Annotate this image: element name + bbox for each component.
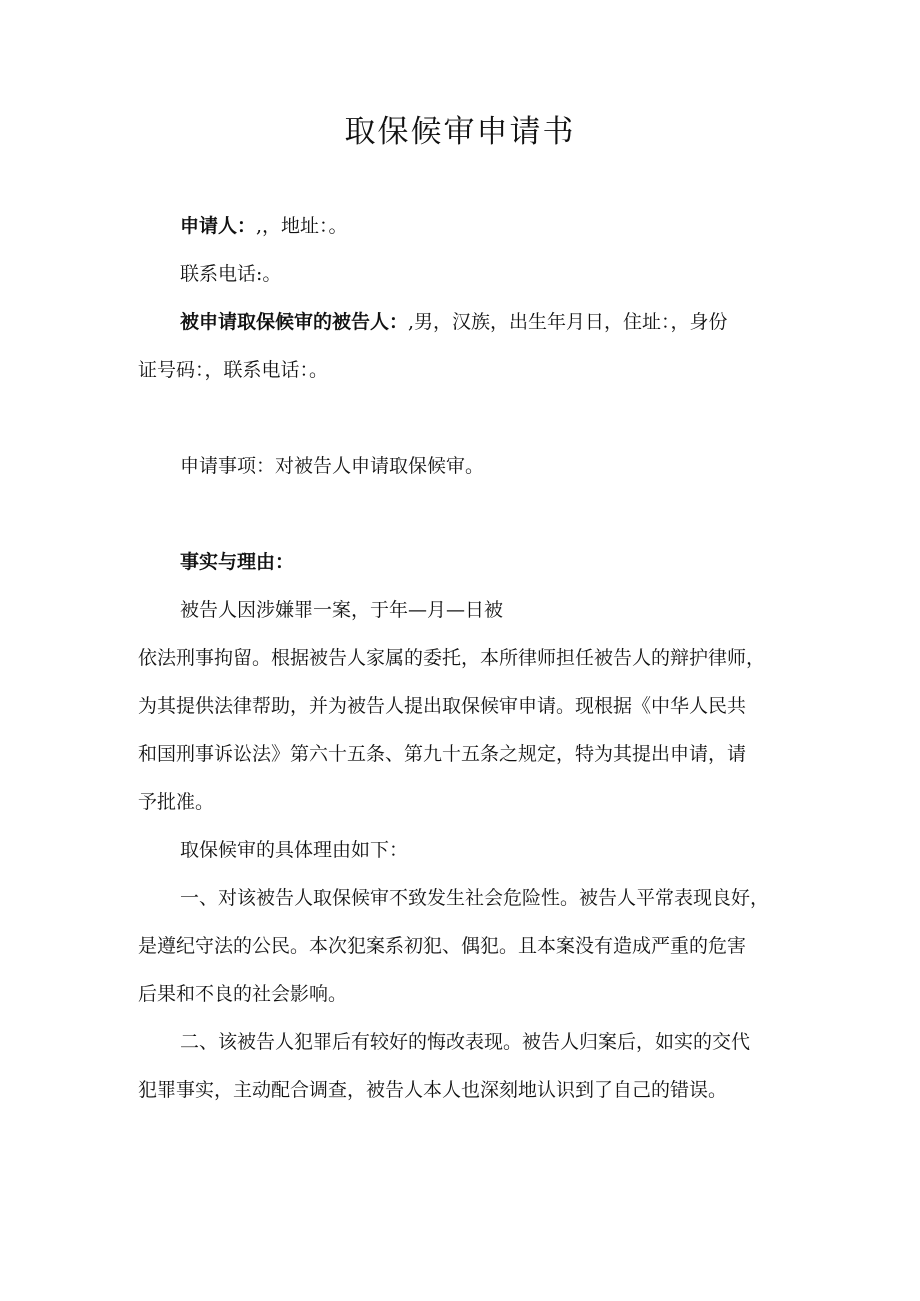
applicant-phone: 联系电话:。 (180, 263, 282, 285)
facts-section (138, 538, 788, 1114)
applicant-label: 申请人： (180, 215, 257, 237)
defendant-info-1: ,男，汉族，出生年月日，住址：，身份 (408, 311, 728, 333)
reasons-intro: 取保候审的具体理由如下： (180, 839, 409, 861)
matter-section (138, 442, 788, 490)
defendant-info-2: 证号码：，联系电话：。 (138, 359, 329, 381)
reason-one-line: 是遵纪守法的公民。本次犯案系初犯、偶犯。且本案没有造成严重的危害 (138, 935, 747, 957)
reason-one-line: 后果和不良的社会影响。 (138, 983, 348, 1005)
facts-line: 和国刑事诉讼法》第六十五条、第九十五条之规定，特为其提出申请，请 (138, 743, 747, 765)
facts-line: 依法刑事拘留。根据被告人家属的委托，本所律师担任被告人的辩护律师， (138, 647, 766, 669)
applicant-line (138, 202, 788, 250)
facts-line: 予批准。 (138, 791, 215, 813)
document-title: 取保候审申请书 (344, 114, 576, 150)
application-matter: 申请事项：对被告人申请取保候审。 (180, 455, 485, 477)
applicant-value: ,，地址：。 (256, 215, 348, 237)
facts-line: 为其提供法律帮助，并为被告人提出取保候审申请。现根据《中华人民共 (138, 695, 747, 717)
defendant-label: 被申请取保候审的被告人： (180, 311, 409, 333)
facts-heading: 事实与理由： (180, 551, 295, 573)
reason-one-line: 一、对该被告人取保候审不致发生社会危险性。被告人平常表现良好， (180, 887, 770, 909)
defendant-line (138, 298, 788, 346)
applicant-section (138, 202, 788, 394)
facts-first-line: 被告人因涉嫌罪一案，于年—月—日被 (180, 599, 504, 621)
reason-two-line: 二、该被告人犯罪后有较好的悔改表现。被告人归案后，如实的交代 (180, 1031, 751, 1053)
reason-two-line: 犯罪事实，主动配合调查，被告人本人也深刻地认识到了自己的错误。 (138, 1079, 728, 1101)
